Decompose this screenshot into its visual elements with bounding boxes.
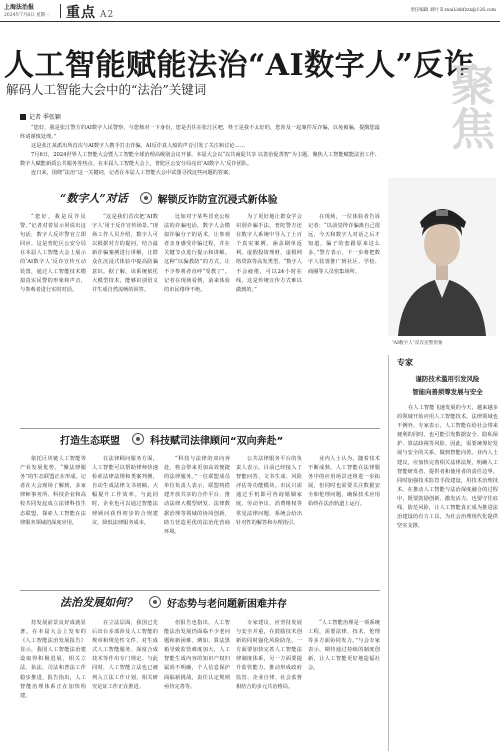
article-column	[236, 455, 302, 577]
expert-body: 在人工智能飞速发展的今天，越来越多的领域开始应用人工智能技术，法律领域也不例外。专家表示，人工智能在给社会带来便利的同时，也可能引发数据安全、隐私保护、算法歧视等风险。因此，需要统筹好发展与安全的关系，做到智能向善。业内人士建议，应加快完善相关法律法规，明确人工智能研发者、提供者和使用者的责任边界，同时加强技术监管手段建设，用技术治理技术。在推动人工智能与法治深度融合的过程中，既要鼓励创新、激发活力，也要守住底线、防范风险，让人工智能真正成为推进法治建设的有力工具，为社会治理现代化提供坚实支撑。	[397, 405, 498, 530]
header-divider	[60, 4, 61, 18]
article-column	[164, 619, 230, 749]
body-paragraph: 在立法层面，我国已先后出台多部涉及人工智能的规章和规范性文件，对生成式人工智能服务、深度合成技术等作出专门规定。与此同时，人工智能立法也已被列入立法工作计划，相关研究论证工作正在推进。	[92, 620, 158, 690]
body-paragraph: 专家建议，应坚持发展与安全并重，在鼓励技术创新的同时强化风险防范。一方面要加快完善人工智能法律制度体系，另一方面要提升监管能力，推动形成政府监管、企业自律、社会监督相结合的多元共治格局。	[236, 620, 302, 690]
body-paragraph: 持发展前景良好成就显著。在本届大会上发布的《人工智能法治发展报告》显示，我国人工智能法治建设取得积极进展，相关立法、执法、司法和普法工作稳步推进。报告指出，人工智能治理体系正在加快构建。	[20, 620, 86, 699]
subheadline: 解码人工智能大会中的“法治”关键词	[6, 82, 207, 97]
article-column	[308, 619, 380, 749]
lead-paragraph: “您好，我是张江警方的AI数字人民警察，与您核对一下身份，您是否住在张江区吧，姓王是我不太好的，您涉及一起案件反诈骗，以免被骗，提醒您最终请谨慎处理。”	[20, 125, 380, 141]
body-paragraph: “您好，我是反诈民警。”记者对着显示屏说出这句话，数字人反诈警官立即回应。这是普陀区公安分局在本届人工智能大会上展示的‘AI数字人’反诈宣传互动装置，通过人工智能技术模拟真实民警的形象和声音，与参观者进行实时对话。	[20, 214, 86, 293]
lead-paragraph: 7月6日，2024世界人工智能大会暨人工智能全球治理高级别会议开幕，本届大会以“以共商促共享 以善治促善智”为主题，聚焦人工智能赋能法治工作、数字人赋能新质公共服务等热点。在本届人工智能大会上，普陀区公安分局亮出‘AI数字人’反诈团队。	[20, 152, 380, 168]
article-column	[20, 213, 86, 363]
issue-date: 2024年7月8日 星期一	[4, 13, 50, 18]
section-heading-1	[60, 190, 278, 206]
article-column	[308, 455, 380, 577]
lead-paragraph: 这是张江某派出所首次与AI数字人携手打击诈骗，AI反诈真人般的声音引发了关注和讨论……	[31, 143, 245, 150]
article-column	[308, 213, 380, 363]
body-paragraph: 业内人士认为，随着技术不断成熟，人工智能在法律服务中的应用场景还将进一步拓展，但同时也需要关注数据安全和伦理问题，确保技术应用始终在法治轨道上运行。	[308, 456, 380, 508]
body-paragraph: 比如对于某些冒充公检法的诈骗电话，数字人会模拟诈骗分子的话术，让参观者亲身感受诈骗过程，并在关键节点进行提示和讲解。这种“以骗教防”的方式，让不少参观者直呼“受教了”。记者在现场看到，前来体验的市民络绎不绝。	[164, 214, 230, 293]
body-paragraph: 公共法律服务平台的负责人表示，目前已经接入了智能问答、文书生成、风险评估等功能模块。市民只需通过手机即可咨询婚姻家庭、劳动争议、消费维权等常见法律问题，系统会给出针对性的解答和办理指引。	[236, 456, 302, 526]
section-name	[66, 2, 114, 22]
page-header	[0, 0, 500, 22]
body-paragraph: “这是我们首次把‘AI数字人’用于反诈宣传场景。”现场工作人员介绍，数字人可以根据对方的提问，结合最新诈骗案例进行讲解，让群众在沉浸式体验中提高防骗意识。据了解，该系统依托大模型技术，能够识别语义并生成自然流畅的回答。	[92, 214, 158, 293]
body-paragraph: 为了更好地让群众学会识别诈骗手法，普陀警方还在数字人系统中导入了上百个真实案例，涵盖刷单返利、虚假投资理财、虚假网络贷款等高发类型。“数字人不会疲倦，可以24小时在线，这是传统宣传方式难以做到的。”	[236, 214, 302, 293]
section-divider	[20, 428, 380, 429]
section-bullet-icon	[149, 596, 161, 608]
section-tag: 法治发展如何？	[60, 596, 137, 609]
masthead: 上海法治报	[4, 4, 35, 11]
expert-subtitle: 智能向善须筹发展与安全	[412, 388, 483, 396]
section-heading-2	[60, 431, 283, 447]
lead-text	[20, 124, 380, 179]
article-column	[92, 455, 158, 577]
headline: 人工智能赋能法治“AI数字人”反诈	[4, 48, 475, 83]
article-column	[236, 213, 302, 363]
article-column	[164, 213, 230, 363]
section-bullet-icon	[132, 433, 144, 445]
body-paragraph: 依托区块链人工智能等产业发展优势，“聚法律服务”的生态联盟正在形成。记者在大会现场了解到，多家律师事务所、科技企业和高校共同发起成立法律科技生态联盟，探索人工智能在法律服务领域的深度应用。	[20, 456, 86, 526]
section-bullet-icon	[140, 192, 152, 204]
page-number: A2	[100, 10, 115, 20]
body-paragraph: “人工智能治理是一项系统工程，需要法律、技术、伦理等多方面协同发力。”与会专家表示，期待通过持续的制度创新，让人工智能更好地造福社会。	[308, 620, 380, 672]
body-paragraph: “科技与法律的双向奔赴，将会带来更加高效便捷的法律服务。”一位联盟成员单位负责人表示，联盟将搭建开放共享的合作平台，推动法律大模型研发、法律数据治理等领域的协同创新，助力营造更优的法治化营商环境。	[164, 456, 230, 535]
section-divider	[20, 590, 380, 591]
section-heading-3	[60, 594, 287, 610]
section-tag: 打造生态联盟	[60, 435, 120, 447]
section-label: 重点	[66, 5, 96, 21]
article-column	[20, 619, 86, 749]
article-column	[92, 619, 158, 749]
section-title: 科技赋司法律顾问“双向奔赴”	[150, 435, 284, 447]
section-tag: “数字人”对话	[60, 192, 128, 205]
article-column	[164, 455, 230, 577]
article-column	[20, 455, 86, 577]
photo-caption: “AI数字人”反诈民警形象	[392, 341, 443, 346]
section-title: 解锁反诈防宣沉浸式新体验	[157, 194, 278, 206]
officer-avatar-photo	[388, 178, 496, 336]
reporter-name: 记者 季张颖	[29, 114, 61, 121]
decorative-title-char: 聚焦	[443, 62, 494, 150]
article-column	[92, 213, 158, 363]
body-paragraph: 在现场，一位体验者告诉记者：“以前觉得诈骗离自己很远，今天和数字人对话之后才知道，骗子的套路原来这么多。”警方表示，下一步将把数字人装置推广到社区、学校、商圈等人员密集场所。	[308, 214, 380, 275]
expert-sidebar	[388, 355, 498, 751]
byline-square-icon	[20, 114, 26, 120]
lead-paragraph: 连日来，围绕“法治”这一关键词，记者在本届人工智能大会中试图寻找这些问题的答案。	[31, 170, 234, 177]
byline	[20, 112, 61, 121]
article-column	[236, 619, 302, 749]
section-title: 好态势与老问题新困难并存	[167, 598, 287, 610]
body-paragraph: 但报告也指出，人工智能法治发展仍面临不少老问题和新困难。例如，算法黑箱导致监管难度加大，人工智能生成内容的知识产权归属尚不明确，个人信息保护面临新挑战，责任认定规则亟待完善等。	[164, 620, 230, 690]
expert-label: 专家	[397, 358, 413, 367]
expert-title: 谨防技术滥用引发风险	[415, 375, 480, 383]
editor-info: 责任编辑 刘叶 E-mail:lsbfzzx@126.com	[410, 8, 496, 13]
body-paragraph: 在法律顾问服务方面，人工智能可以帮助律师快速检索法律法规和类案判例，自动生成法律文书初稿，大幅提升工作效率。与此同时，企业也可以通过智能法律顾问获得初步的合规建议，降低法律服务成本。	[92, 456, 158, 526]
